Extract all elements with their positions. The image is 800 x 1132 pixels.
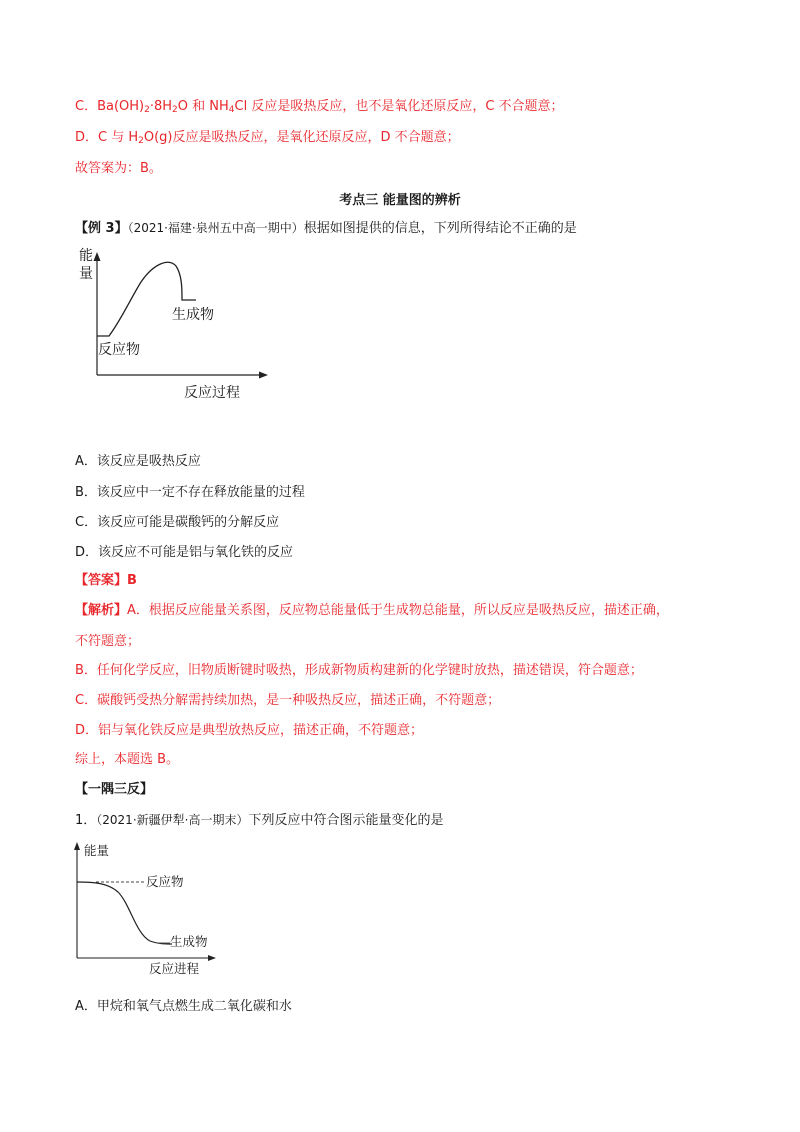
x-label: 反应过程 [184,385,240,401]
product-label: 生成物 [170,934,208,949]
x-axis-arrow-icon [208,955,216,961]
section-title: 考点三 能量图的辨析 [339,193,461,208]
reactant-label: 反应物 [98,342,140,358]
option-b: B．该反应中一定不存在释放能量的过程 [75,485,305,500]
product-label: 生成物 [172,307,214,323]
answer-conclusion: 故答案为：B。 [75,161,162,176]
answer-c-line: C．$Ba(OH)_2\cdot 8H_2O$ 和 $NH_4Cl$ 反应是吸热反应，也不是氧化还原反应，C 不合题意； [75,99,564,115]
option-d: D．该反应不可能是铝与氧化铁的反应 [75,545,294,560]
practice-heading: 【一隅三反】 [75,782,154,797]
example3-question: 【例 3】（2021·福建·泉州五中高一期中）根据如图提供的信息，下列所得结论不正确的是 [75,221,577,236]
x-axis-arrow-icon [259,372,268,379]
analysis-c: C．碳酸钙受热分解需持续加热，是一种吸热反应，描述正确，不符题意； [75,693,501,708]
energy-diagram-exothermic [66,838,226,980]
reactant-label: 反应物 [146,874,184,889]
answer-label: 【答案】B [75,573,137,588]
answer-d-line: D．C 与 $H_2O(g)$反应是吸热反应，是氧化还原反应，D 不合题意； [75,130,460,146]
y-label-2: 量 [79,266,93,282]
analysis-d: D．铝与氧化铁反应是典型放热反应，描述正确，不符题意； [75,723,424,738]
analysis-a-line2: 不符题意； [75,634,141,649]
analysis-b: B．任何化学反应，旧物质断键时吸热，形成新物质构建新的化学键时放热，描述错误，符合题意； [75,663,643,678]
energy-diagram-endothermic [76,240,276,410]
y-label-1: 能 [79,248,93,264]
analysis-summary: 综上，本题选 B。 [75,752,180,767]
energy-curve [97,262,196,336]
practice-option-a: A．甲烷和氧气点燃生成二氧化碳和水 [75,999,292,1014]
y-label: 能量 [84,843,110,858]
x-label: 反应进程 [149,961,200,976]
option-c: C．该反应可能是碳酸钙的分解反应 [75,515,280,530]
y-axis-arrow-icon [94,252,101,261]
y-axis-arrow-icon [74,842,80,850]
option-a: A．该反应是吸热反应 [75,454,201,469]
practice-q1: 1．（2021·新疆伊犁·高一期末）下列反应中符合图示能量变化的是 [75,813,444,828]
analysis-a-line1: 【解析】A．根据反应能量关系图，反应物总能量低于生成物总能量，所以反应是吸热反应，描述正确， [75,603,669,618]
energy-curve [77,882,172,944]
